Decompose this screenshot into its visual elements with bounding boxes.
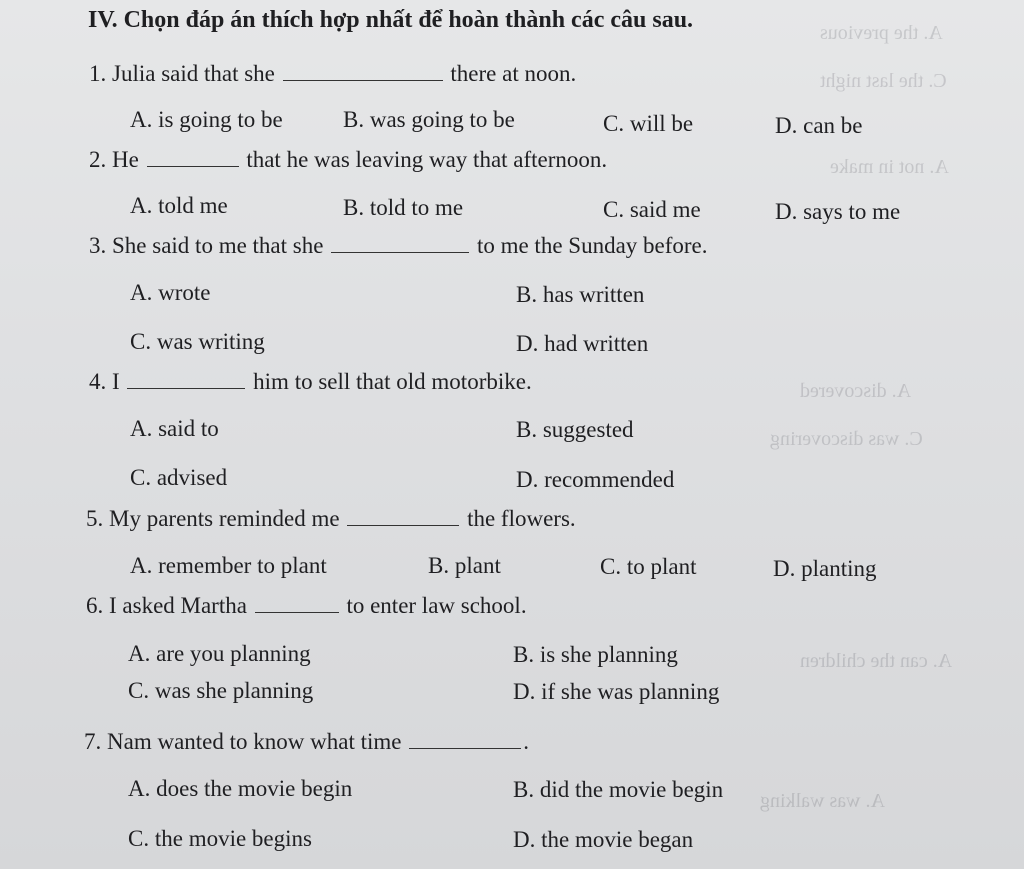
question-3 <box>89 232 708 257</box>
question-number: 1. <box>89 61 107 86</box>
section-title: IV. Chọn đáp án thích hợp nhất để hoàn thành các câu sau. <box>88 7 694 33</box>
option-b[interactable]: B. told to me <box>343 195 464 220</box>
question-text-after: to enter law school. <box>346 593 527 618</box>
bleed-through-text: A. can the children <box>800 650 953 672</box>
option-d[interactable]: D. planting <box>773 556 877 581</box>
option-d[interactable]: D. says to me <box>775 199 901 224</box>
option-a[interactable]: A. remember to plant <box>130 553 327 578</box>
question-number: 5. <box>86 506 104 531</box>
answer-blank[interactable] <box>127 368 245 389</box>
question-text-after: him to sell that old motorbike. <box>253 369 532 394</box>
question-text-after: . <box>523 729 529 754</box>
bleed-through-text: A. not in make <box>830 156 949 178</box>
option-a[interactable]: A. wrote <box>130 280 211 305</box>
option-c[interactable]: C. was she planning <box>128 678 314 703</box>
question-text-before: My parents reminded me <box>109 506 340 531</box>
answer-blank[interactable] <box>347 505 459 526</box>
question-text-before: I <box>112 369 120 394</box>
answer-blank[interactable] <box>331 232 469 253</box>
option-c[interactable]: C. will be <box>603 111 694 136</box>
option-b[interactable]: B. was going to be <box>343 107 515 132</box>
option-d[interactable]: D. recommended <box>516 467 675 492</box>
bleed-through-text: A. the previous <box>820 22 943 44</box>
answer-blank[interactable] <box>409 728 521 749</box>
question-text-before: She said to me that she <box>112 233 324 258</box>
answer-blank[interactable] <box>283 60 443 81</box>
option-a[interactable]: A. told me <box>130 193 228 218</box>
question-7 <box>84 728 529 753</box>
answer-blank[interactable] <box>255 592 339 613</box>
option-a[interactable]: A. are you planning <box>128 641 311 666</box>
option-d[interactable]: D. can be <box>775 113 863 138</box>
option-c[interactable]: C. advised <box>130 465 228 490</box>
question-1 <box>89 60 576 85</box>
bleed-through-text: C. the last night <box>820 70 947 92</box>
option-b[interactable]: B. suggested <box>516 417 634 442</box>
question-6 <box>86 592 527 617</box>
question-2 <box>89 146 607 171</box>
option-a[interactable]: A. does the movie begin <box>128 776 353 801</box>
option-d[interactable]: D. had written <box>516 331 649 356</box>
question-text-after: that he was leaving way that afternoon. <box>246 147 608 172</box>
option-a[interactable]: A. is going to be <box>130 107 283 132</box>
option-a[interactable]: A. said to <box>130 416 219 441</box>
option-b[interactable]: B. plant <box>428 553 501 578</box>
question-text-before: Nam wanted to know what time <box>107 729 402 754</box>
question-number: 3. <box>89 233 107 258</box>
question-number: 6. <box>86 593 104 618</box>
option-c[interactable]: C. the movie begins <box>128 826 312 851</box>
question-number: 2. <box>89 147 107 172</box>
option-b[interactable]: B. has written <box>516 282 645 307</box>
option-c[interactable]: C. to plant <box>600 554 697 579</box>
option-b[interactable]: B. is she planning <box>513 642 678 667</box>
bleed-through-text: C. was discovering <box>770 428 923 450</box>
bleed-through-text: A. was walking <box>760 790 885 812</box>
question-text-before: I asked Martha <box>109 593 247 618</box>
question-text-after: there at noon. <box>450 61 577 86</box>
option-c[interactable]: C. was writing <box>130 329 265 354</box>
answer-blank[interactable] <box>147 146 239 167</box>
option-d[interactable]: D. if she was planning <box>513 679 720 704</box>
question-number: 4. <box>89 369 107 394</box>
question-5 <box>86 505 576 530</box>
question-text-before: Julia said that she <box>112 61 275 86</box>
question-number: 7. <box>84 729 102 754</box>
question-4 <box>89 368 532 393</box>
question-text-after: the flowers. <box>467 506 576 531</box>
option-d[interactable]: D. the movie began <box>513 827 694 852</box>
question-text-before: He <box>112 147 139 172</box>
bleed-through-text: A. discovered <box>800 380 912 402</box>
option-b[interactable]: B. did the movie begin <box>513 777 724 802</box>
option-c[interactable]: C. said me <box>603 197 701 222</box>
question-text-after: to me the Sunday before. <box>476 233 708 258</box>
